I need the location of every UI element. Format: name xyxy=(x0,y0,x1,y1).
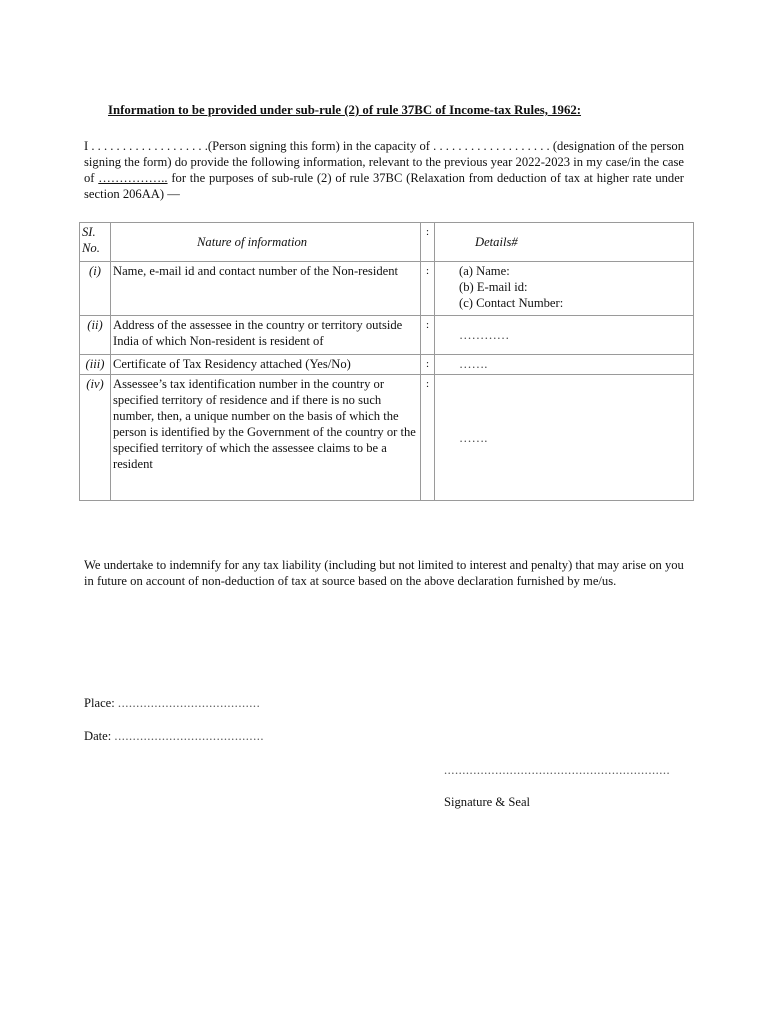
signature-line: .............................................................. xyxy=(444,763,671,777)
table-row xyxy=(80,316,694,355)
place-dots: ....................................... xyxy=(117,696,261,710)
row-nature: Name, e-mail id and contact number of the Non-resident xyxy=(111,262,421,316)
case-blank: …………….. xyxy=(98,171,168,185)
indemnity-statement: We undertake to indemnify for any tax liability (including but not limited to interest and penalty) that may arise on you in future on account of non-deduction of tax at source based on the above declaration furnished by me/us. xyxy=(84,558,684,588)
row-colon: : xyxy=(421,262,435,316)
header-details: Details# xyxy=(435,223,694,262)
place-field xyxy=(84,695,260,711)
date-dots: ......................................... xyxy=(114,729,265,743)
detail-name: (a) Name: xyxy=(459,264,510,278)
row-sl: (i) xyxy=(80,262,111,316)
row-details: ……. xyxy=(435,375,694,501)
row-colon: : xyxy=(421,355,435,375)
detail-email: (b) E-mail id: xyxy=(459,280,528,294)
date-field xyxy=(84,728,264,744)
detail-contact: (c) Contact Number: xyxy=(459,296,564,310)
signature-label: Signature & Seal xyxy=(444,795,531,809)
row-colon: : xyxy=(421,375,435,501)
table-row xyxy=(80,375,694,501)
date-label: Date: xyxy=(84,729,115,743)
row-sl: (iii) xyxy=(80,355,111,375)
table-header-row xyxy=(80,223,694,262)
row-sl: (iv) xyxy=(80,375,111,501)
table-row xyxy=(80,355,694,375)
form-title: Information to be provided under sub-rule (2) of rule 37BC of Income-tax Rules, 1962: xyxy=(108,103,582,117)
row-details xyxy=(435,262,694,316)
information-table xyxy=(79,222,694,501)
row-nature: Assessee’s tax identification number in the country or specified territory of residence and if there is no such number, then, a unique number on the basis of which the person is identified by the Government of the country or the specified territory of which the assessee claims to be a resident xyxy=(111,375,421,501)
row-colon: : xyxy=(421,316,435,355)
declaration-intro xyxy=(84,138,684,202)
header-sl-no: SI. No. xyxy=(80,223,111,262)
intro-part2: for the purposes of sub-rule (2) of rule 37BC (Relaxation from deduction of tax at higher rate under section 206AA) — xyxy=(84,171,685,201)
row-nature: Address of the assessee in the country or territory outside India of which Non-resident is resident of xyxy=(111,316,421,355)
header-colon: : xyxy=(421,223,435,262)
row-nature: Certificate of Tax Residency attached (Yes/No) xyxy=(111,355,421,375)
place-label: Place: xyxy=(84,696,118,710)
row-details: ………… xyxy=(435,316,694,355)
row-sl: (ii) xyxy=(80,316,111,355)
row-details: ……. xyxy=(435,355,694,375)
header-nature: Nature of information xyxy=(111,223,421,262)
intro-part1: I . . . . . . . . . . . . . . . . . . .(Person signing this form) in the capacity of . . . . . . . . . . . . . . . . . . . (designation of the person signing the form) do provide the following information, relevant to the previous year 2022-2023 in my case/in the case of xyxy=(84,139,684,185)
table-row xyxy=(80,262,694,316)
